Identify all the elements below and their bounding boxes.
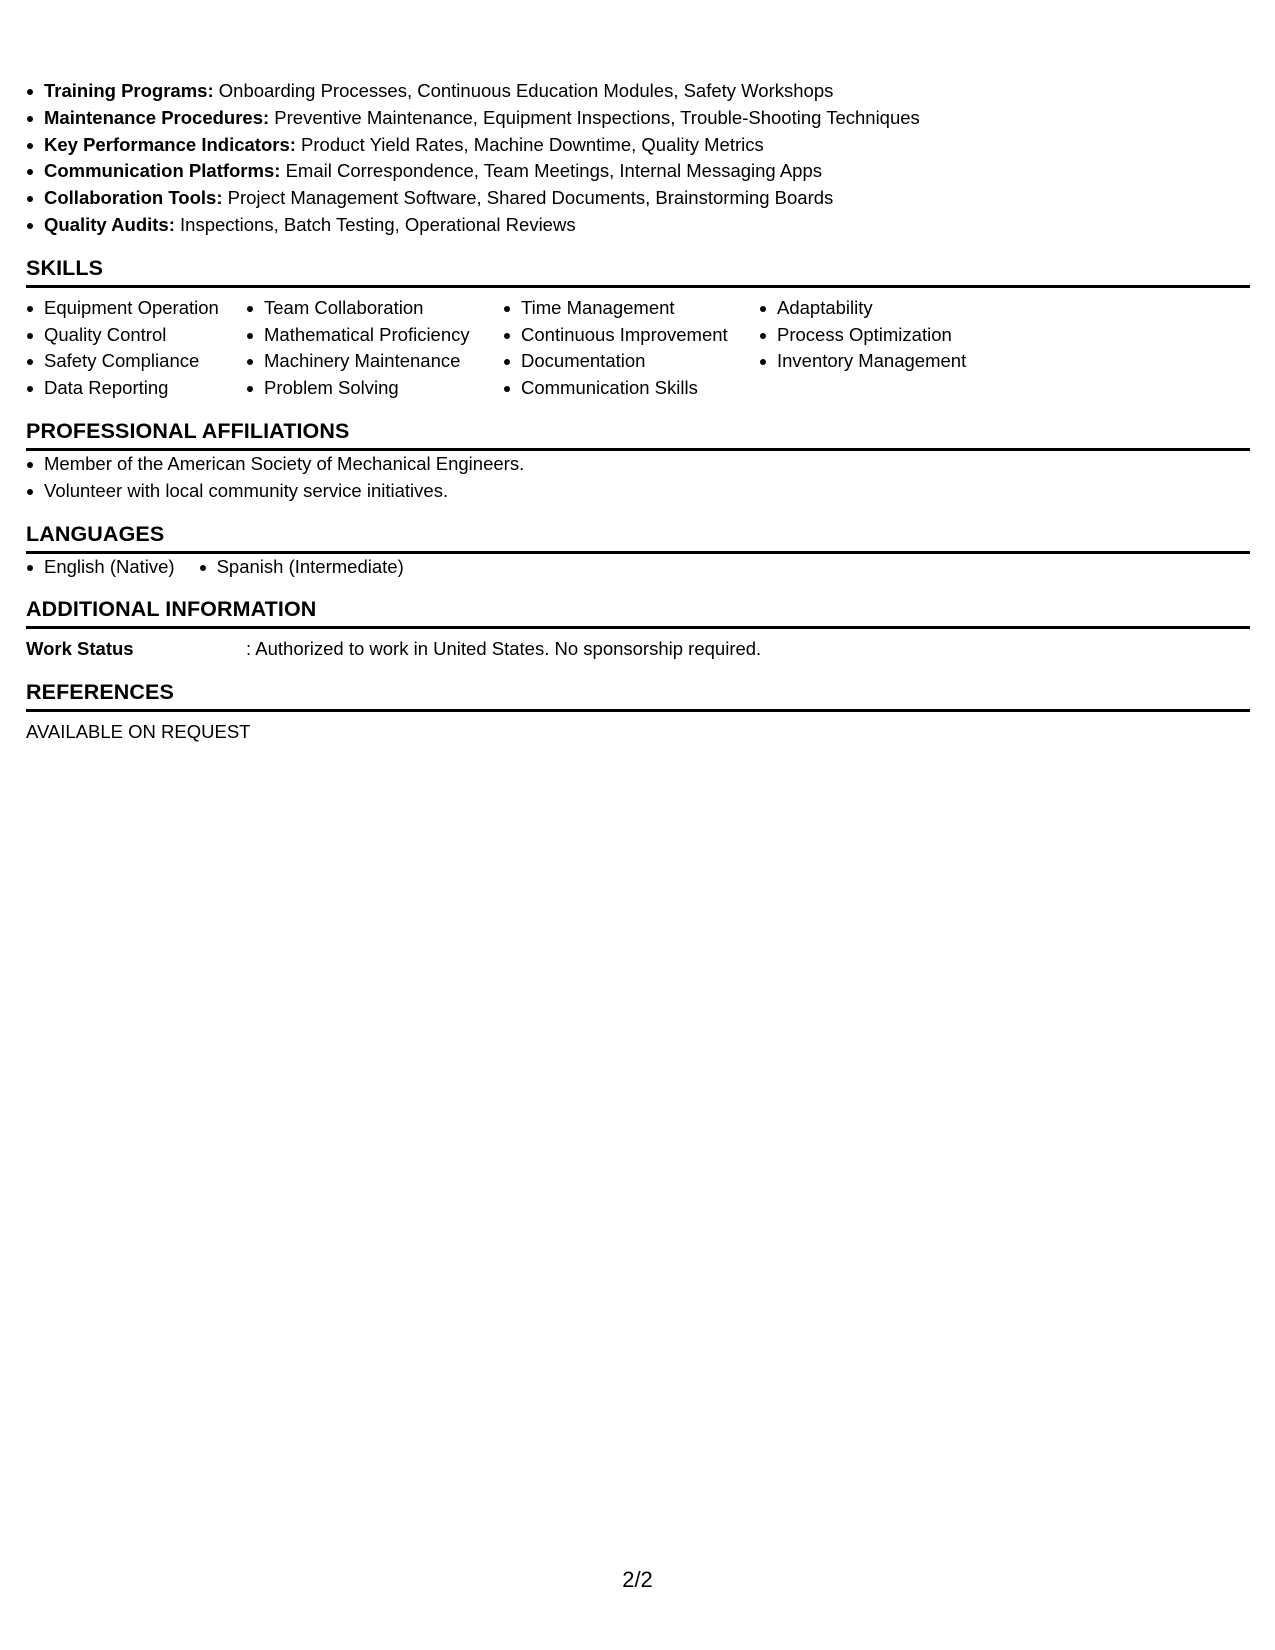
skill-item: Inventory Management	[759, 348, 1059, 375]
item-label: Maintenance Procedures:	[44, 106, 270, 128]
skill-item: Problem Solving	[246, 375, 503, 402]
list-item	[26, 185, 1250, 212]
references-text: AVAILABLE ON REQUEST	[26, 721, 251, 743]
section-title-references: REFERENCES	[26, 679, 1250, 712]
skill-item: Data Reporting	[26, 375, 246, 402]
language-item: English (Native)	[26, 554, 175, 581]
item-label: Collaboration Tools:	[44, 187, 223, 209]
info-value: : Authorized to work in United States. No sponsorship required.	[246, 638, 762, 660]
skills-column	[26, 295, 246, 402]
skills-grid	[26, 295, 1250, 402]
item-value: Inspections, Batch Testing, Operational Reviews	[180, 213, 576, 235]
list-item	[26, 105, 1250, 132]
additional-info-body	[26, 636, 1250, 663]
skill-item: Mathematical Proficiency	[246, 322, 503, 349]
section-title-languages: LANGUAGES	[26, 521, 1250, 554]
skill-item: Documentation	[503, 348, 759, 375]
affiliation-item: Member of the American Society of Mechanical Engineers.	[26, 451, 1250, 478]
list-item	[26, 158, 1250, 185]
skills-column	[759, 295, 1059, 402]
item-label: Training Programs:	[44, 80, 214, 101]
skills-section	[26, 255, 1250, 402]
list-item	[26, 132, 1250, 159]
list-item	[26, 212, 1250, 239]
skill-item: Communication Skills	[503, 375, 759, 402]
item-value: Preventive Maintenance, Equipment Inspections, Trouble-Shooting Techniques	[274, 106, 920, 128]
top-detail-list	[26, 78, 1250, 239]
section-title-skills: SKILLS	[26, 255, 1250, 288]
section-title-additional-info: ADDITIONAL INFORMATION	[26, 596, 1250, 629]
item-value: Product Yield Rates, Machine Downtime, Quality Metrics	[301, 133, 764, 155]
skill-item: Quality Control	[26, 322, 246, 349]
skill-item: Team Collaboration	[246, 295, 503, 322]
page-number: 2/2	[622, 1567, 653, 1592]
skill-item: Continuous Improvement	[503, 322, 759, 349]
skill-item: Safety Compliance	[26, 348, 246, 375]
item-label: Communication Platforms:	[44, 160, 281, 182]
info-row	[26, 636, 1250, 663]
item-value: Onboarding Processes, Continuous Education Modules, Safety Workshops	[218, 80, 834, 101]
item-value: Project Management Software, Shared Documents, Brainstorming Boards	[227, 187, 834, 209]
references-section	[26, 679, 1250, 746]
skill-item: Equipment Operation	[26, 295, 246, 322]
resume-page	[26, 78, 1250, 746]
info-label: Work Status	[26, 638, 134, 660]
language-item: Spanish (Intermediate)	[199, 554, 404, 581]
item-value: Email Correspondence, Team Meetings, Internal Messaging Apps	[285, 160, 823, 182]
item-label: Key Performance Indicators:	[44, 133, 296, 155]
skill-item: Time Management	[503, 295, 759, 322]
section-title-affiliations: PROFESSIONAL AFFILIATIONS	[26, 418, 1250, 451]
additional-info-section	[26, 596, 1250, 663]
languages-list	[26, 554, 1250, 581]
list-item	[26, 78, 1250, 105]
languages-section	[26, 521, 1250, 581]
affiliations-list	[26, 451, 1250, 505]
item-label: Quality Audits:	[44, 213, 175, 235]
affiliations-section	[26, 418, 1250, 505]
affiliation-item: Volunteer with local community service initiatives.	[26, 478, 1250, 505]
skill-item: Adaptability	[759, 295, 1059, 322]
skills-column	[503, 295, 759, 402]
skills-column	[246, 295, 503, 402]
skill-item: Machinery Maintenance	[246, 348, 503, 375]
skill-item: Process Optimization	[759, 322, 1059, 349]
